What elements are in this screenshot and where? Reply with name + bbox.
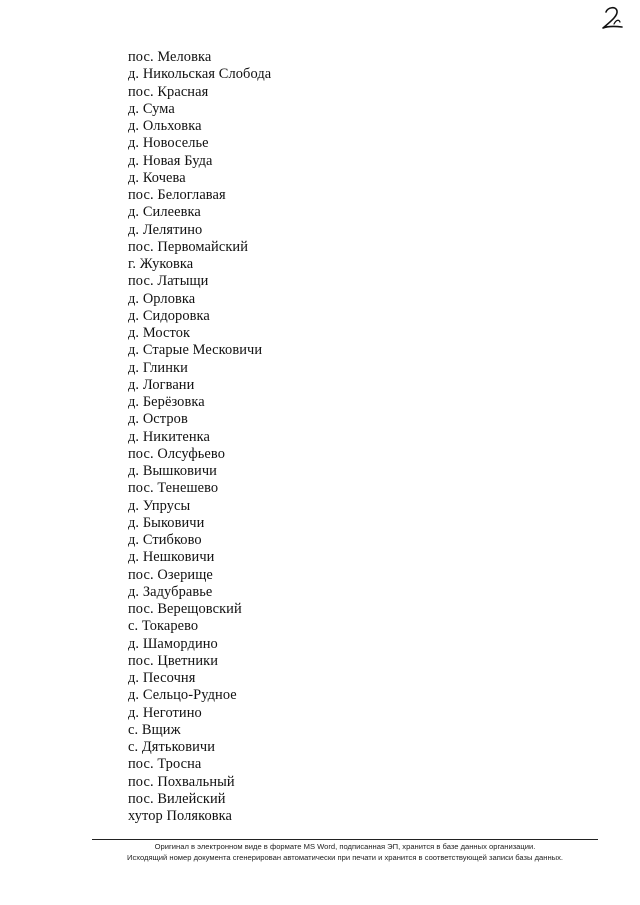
- settlement-item: д. Кочева: [128, 169, 186, 186]
- settlement-item: хутор Поляковка: [128, 808, 233, 824]
- settlement-item: д. Берёзовка: [128, 394, 205, 410]
- settlement-item: пос. Вилейский: [128, 790, 226, 807]
- settlement-item: д. Сельцо-Рудное: [128, 687, 237, 704]
- settlement-item: д. Ольховка: [128, 118, 202, 134]
- settlement-list: [128, 49, 271, 825]
- footer-divider: [92, 839, 598, 840]
- settlement-item: д. Старые Месковичи: [128, 342, 263, 359]
- settlement-item: пос. Первомайский: [128, 238, 249, 255]
- settlement-item: д. Неготино: [128, 704, 202, 721]
- settlement-item: д. Вышковичи: [128, 463, 217, 479]
- settlement-item: д. Орловка: [128, 290, 196, 307]
- settlement-item: д. Сидоровка: [128, 307, 210, 324]
- settlement-item: д. Никольская Слобода: [128, 66, 272, 83]
- settlement-item: д. Стибково: [128, 532, 202, 548]
- settlement-item: г. Жуковка: [128, 256, 194, 272]
- settlement-item: д. Силеевка: [128, 204, 201, 221]
- settlement-item: пос. Тросна: [128, 756, 202, 773]
- settlement-item: пос. Цветники: [128, 652, 219, 669]
- settlement-item: пос. Озерище: [128, 566, 213, 583]
- settlement-item: д. Новоселье: [128, 135, 209, 152]
- settlement-item: пос. Латыщи: [128, 273, 209, 290]
- settlement-item: д. Мосток: [128, 325, 191, 341]
- settlement-item: д. Упрусы: [128, 497, 191, 514]
- settlement-item: д. Никитенка: [128, 428, 211, 445]
- footer-line-original: Оригинал в электронном виде в формате MS Word, подписанная ЭП, хранится в базе данных организации.: [154, 842, 536, 851]
- settlement-item: д. Шамордино: [128, 635, 218, 652]
- settlement-item: с. Вщиж: [128, 721, 181, 738]
- handwritten-2-mark: [594, 4, 628, 34]
- settlement-item: пос. Похвальный: [128, 773, 235, 790]
- settlement-item: пос. Олсуфьево: [128, 445, 226, 462]
- settlement-item: с. Токарево: [128, 618, 199, 635]
- handwritten-page-number: [594, 4, 628, 34]
- footer-line-number: Исходящий номер документа сгенерирован автоматически при печати и хранится в соответствующей записи базы данных.: [126, 853, 563, 862]
- settlement-item: д. Лелятино: [128, 221, 203, 238]
- settlement-item: д. Глинки: [128, 359, 188, 376]
- document-footer: [60, 841, 630, 863]
- settlement-item: пос. Тенешево: [128, 480, 219, 497]
- settlement-item: д. Логвани: [128, 376, 195, 393]
- settlement-item: пос. Верещовский: [128, 601, 242, 617]
- settlement-item: д. Остров: [128, 411, 188, 428]
- settlement-item: с. Дятьковичи: [128, 739, 216, 755]
- settlement-item: д. Быковичи: [128, 514, 205, 531]
- settlement-item: д. Песочня: [128, 670, 196, 686]
- settlement-item: пос. Меловка: [128, 49, 212, 65]
- settlement-item: д. Сума: [128, 100, 175, 117]
- settlement-item: д. Нешковичи: [128, 549, 215, 566]
- settlement-item: пос. Белоглавая: [128, 187, 226, 203]
- settlement-item: д. Новая Буда: [128, 152, 213, 169]
- settlement-item: пос. Красная: [128, 83, 209, 100]
- settlement-item: д. Задубравье: [128, 583, 213, 600]
